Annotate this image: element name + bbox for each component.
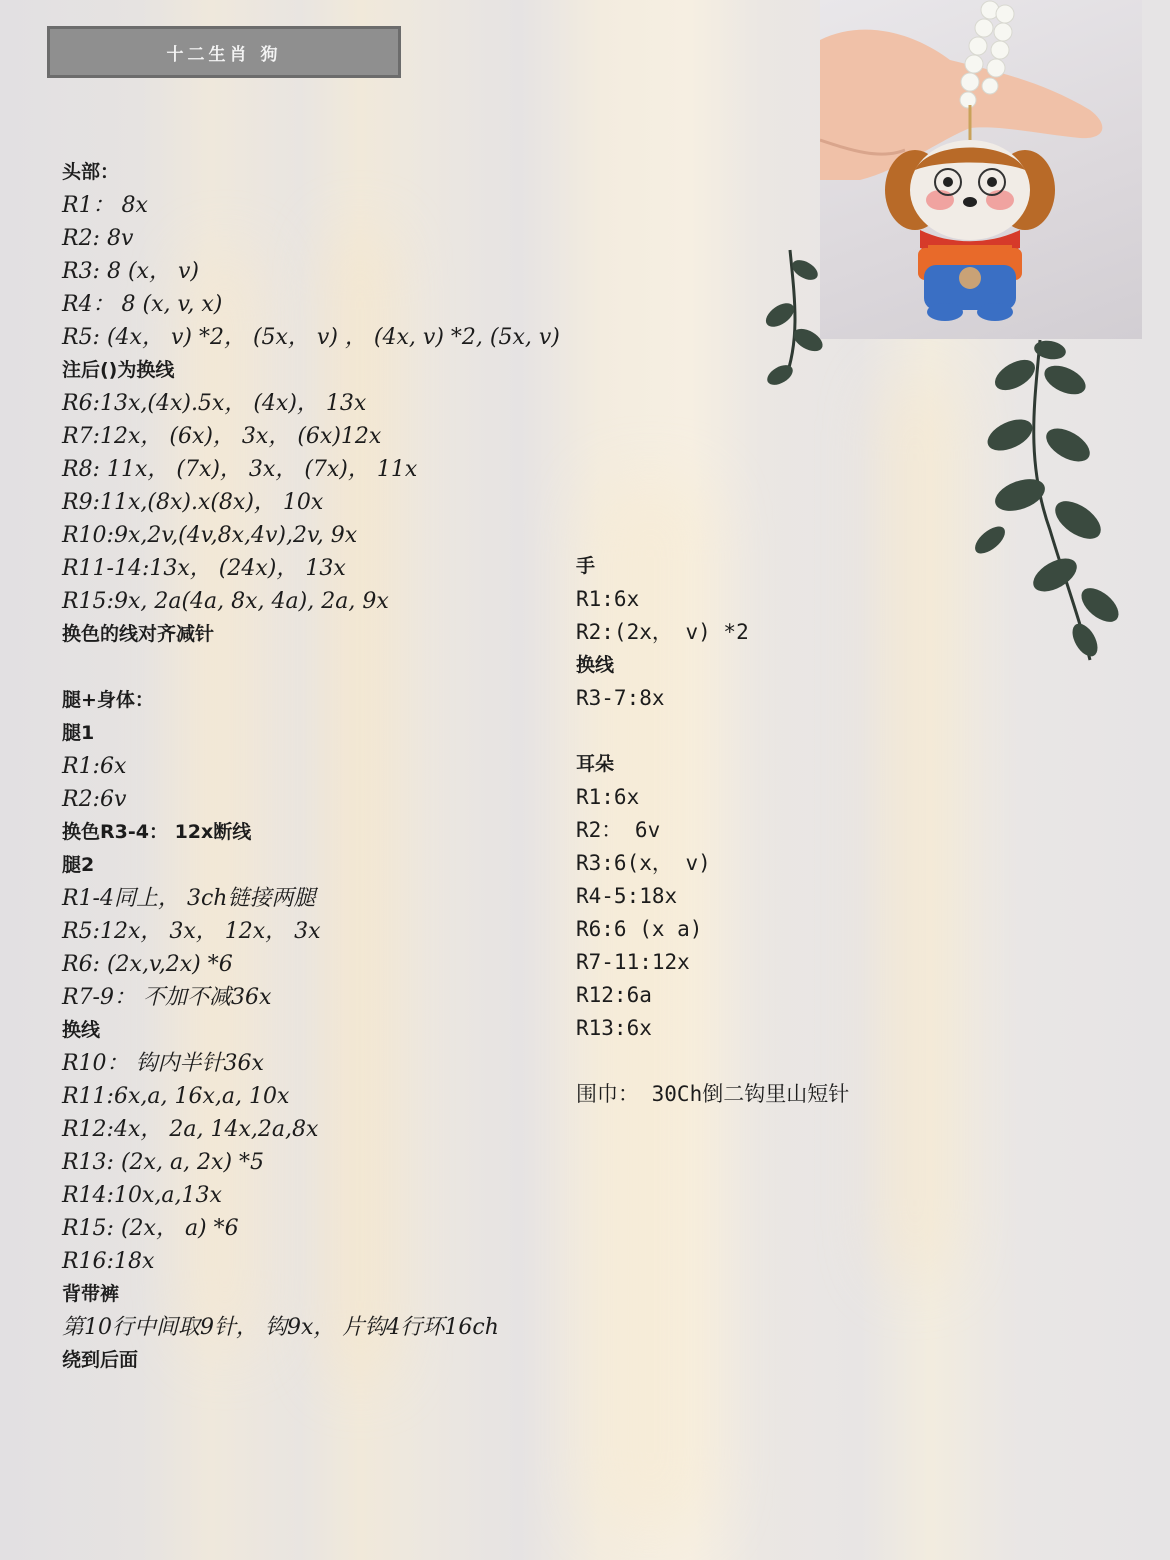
pattern-row: R10:9x,2v,(4v,8x,4v),2v, 9x: [62, 523, 358, 548]
pattern-row: R13: (2x, a, 2x) *5: [62, 1150, 265, 1175]
pattern-row: R9:11x,(8x).x(8x)， 10x: [62, 490, 324, 515]
section-heading: 手: [576, 555, 596, 577]
pattern-row: R6: (2x,v,2x) *6: [62, 952, 233, 977]
pattern-row: R3:6(x， v): [576, 851, 711, 875]
section-heading: 换色的线对齐减针: [62, 623, 215, 645]
pattern-row: R14:10x,a,13x: [62, 1183, 222, 1208]
pattern-row: R3: 8 (x， v): [62, 259, 199, 284]
pattern-row: R5: (4x， v) *2， (5x， v) ， (4x, v) *2, (5x, v): [62, 325, 560, 350]
pattern-row: R2： 6v: [576, 818, 661, 842]
pattern-row: R6:13x,(4x).5x， (4x)， 13x: [62, 391, 367, 416]
pattern-row: R6:6 (x a): [576, 917, 703, 941]
pattern-row: R7-11:12x: [576, 950, 690, 974]
pattern-row: R15: (2x， a) *6: [62, 1216, 239, 1241]
section-heading: 换色R3-4： 12x断线: [62, 821, 252, 843]
pattern-row: R15:9x, 2a(4a, 8x, 4a), 2a, 9x: [62, 589, 389, 614]
section-heading: 注后()为换线: [62, 359, 175, 381]
pattern-row: R3-7:8x: [576, 686, 665, 710]
pattern-row: R11:6x,a, 16x,a, 10x: [62, 1084, 290, 1109]
pattern-row: R1:6x: [62, 754, 127, 779]
section-heading: 换线: [62, 1019, 101, 1041]
section-heading: 腿+身体：: [62, 689, 154, 711]
page-title: 十二生肖 狗: [166, 44, 282, 65]
spacer: [576, 1045, 849, 1078]
pattern-row: 第10行中间取9针， 钩9x， 片钩4行环16ch: [62, 1315, 499, 1340]
pattern-row: 围巾： 30Ch倒二钩里山短针: [576, 1082, 850, 1106]
pattern-row: R7:12x， (6x)， 3x， (6x)12x: [62, 424, 382, 449]
pattern-row: R2:(2x， v) *2: [576, 620, 749, 644]
section-heading: 换线: [576, 654, 615, 676]
pattern-row: R16:18x: [62, 1249, 155, 1274]
pattern-row: R1:6x: [576, 785, 640, 809]
section-heading: 腿1: [62, 722, 95, 744]
spacer: [576, 715, 849, 748]
pattern-row: R5:12x， 3x， 12x， 3x: [62, 919, 321, 944]
section-heading: 头部：: [62, 161, 120, 183]
pattern-row: R2:6v: [62, 787, 127, 812]
section-heading: 耳朵: [576, 753, 615, 775]
pattern-row: R4-5:18x: [576, 884, 678, 908]
section-heading: 绕到后面: [62, 1349, 139, 1371]
pattern-row: R4： 8 (x, v, x): [62, 292, 223, 317]
pattern-row: R1： 8x: [62, 193, 148, 218]
pattern-row: R7-9： 不加不减36x: [62, 985, 272, 1010]
pattern-row: R10： 钩内半针36x: [62, 1051, 264, 1076]
pattern-row: R12:4x， 2a, 14x,2a,8x: [62, 1117, 319, 1142]
pattern-left-column: [62, 156, 560, 1377]
pattern-row: R1-4同上， 3ch链接两腿: [62, 886, 316, 911]
leaf-branch-decoration: [750, 230, 1150, 670]
pattern-row: R12:6a: [576, 983, 652, 1007]
pattern-row: R1:6x: [576, 587, 640, 611]
pattern-row: R8: 11x， (7x)， 3x， (7x)， 11x: [62, 457, 418, 482]
section-heading: 腿2: [62, 854, 95, 876]
section-heading: 背带裤: [62, 1283, 120, 1305]
pattern-row: R13:6x: [576, 1016, 652, 1040]
title-banner: [47, 26, 401, 78]
spacer: [62, 651, 560, 684]
pattern-row: R2: 8v: [62, 226, 134, 251]
pattern-row: R11-14:13x， (24x)， 13x: [62, 556, 346, 581]
